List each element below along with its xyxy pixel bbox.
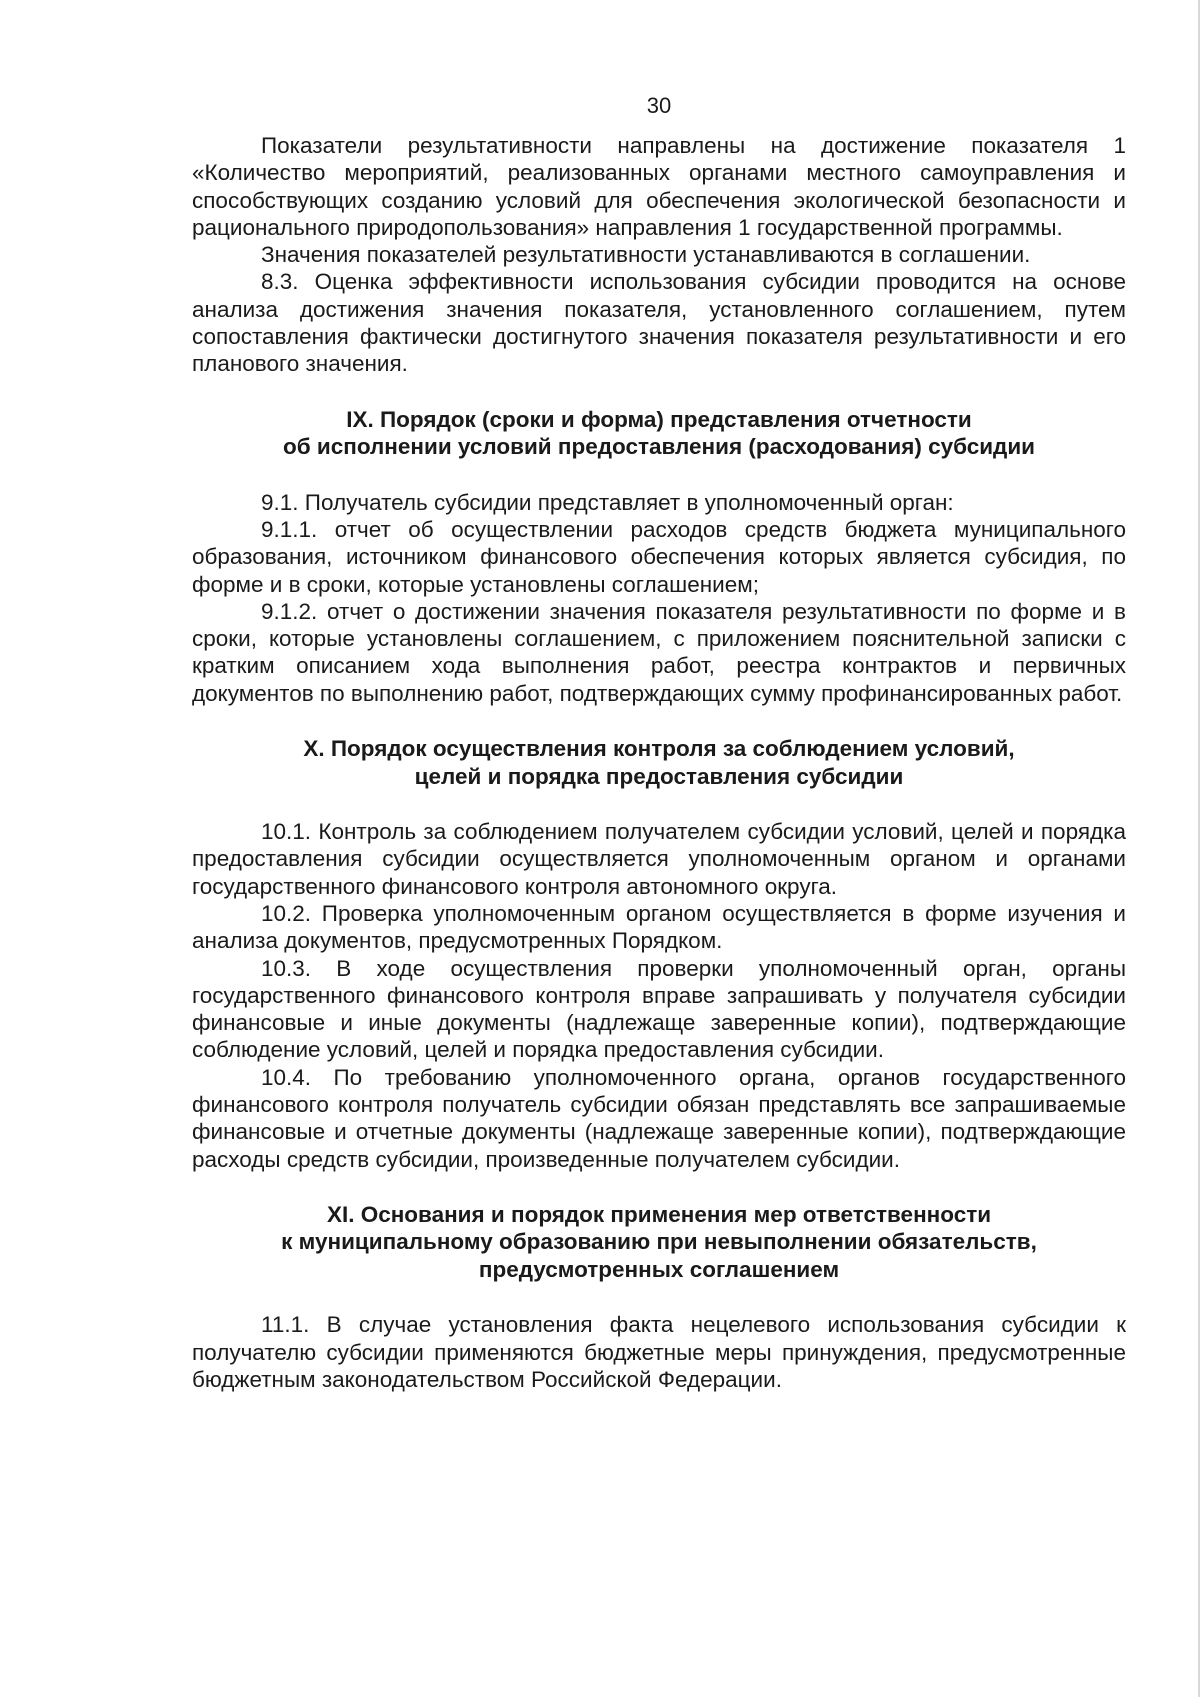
heading-line: XI. Основания и порядок применения мер ответственности [326, 1201, 992, 1227]
section-heading [192, 735, 1126, 790]
section-paragraph: 9.1.2. отчет о достижении значения показателя результативности по форме и в сроки, которые установлены соглашением, с приложением пояснительной записки с кратким описанием хода выполнения работ, реестра контрактов и первичных документов по выполнению работ, подтверждающих сумму профинансированных работ. [192, 598, 1126, 706]
section-heading [192, 406, 1126, 461]
intro-paragraph: 8.3. Оценка эффективности использования субсидии проводится на основе анализа достижения значения показателя, установленного соглашением, путем сопоставления фактически достигнутого значения показателя результативности и его планового значения. [192, 269, 1126, 377]
heading-line: IX. Порядок (сроки и форма) представления отчетности [346, 406, 972, 432]
section-paragraph: 11.1. В случае установления факта нецелевого использования субсидии к получателю субсидии применяются бюджетные меры принуждения, предусмотренные бюджетным законодательством Российской Федерации. [192, 1312, 1126, 1392]
page-number: 30 [646, 93, 672, 118]
section-paragraph: 10.2. Проверка уполномоченным органом осуществляется в форме изучения и анализа документов, предусмотренных Порядком. [192, 900, 1126, 954]
intro-paragraph: Показатели результативности направлены на достижение показателя 1 «Количество мероприятий, реализованных органами местного самоуправления и способствующих созданию условий для обеспечения экологической безопасности и рационального природопользования» направления 1 государственной программы. [192, 133, 1126, 240]
page-content [192, 92, 1126, 1393]
section-ix [192, 406, 1126, 707]
section-paragraph: 10.4. По требованию уполномоченного органа, органов государственного финансового контроля получатель субсидии обязан представлять все запрашиваемые финансовые и отчетные документы (надлежаще заверенные копии), подтверждающие расходы средств субсидии, произведенные получателем субсидии. [192, 1064, 1126, 1172]
section-body [192, 1311, 1126, 1393]
intro-paragraph: Значения показателей результативности устанавливаются в соглашении. [261, 242, 1031, 268]
section-paragraph: 9.1. Получатель субсидии представляет в уполномоченный орган: [261, 489, 954, 515]
heading-line: X. Порядок осуществления контроля за соблюдением условий, [303, 736, 1015, 762]
intro-block [192, 132, 1126, 378]
heading-line: целей и порядка предоставления субсидии [414, 763, 904, 789]
section-paragraph: 9.1.1. отчет об осуществлении расходов средств бюджета муниципального образования, источником финансового обеспечения которых является субсидия, по форме и в сроки, которые установлены соглашением; [192, 516, 1126, 597]
section-xi [192, 1201, 1126, 1393]
section-paragraph: 10.3. В ходе осуществления проверки уполномоченный орган, органы государственного финансового контроля вправе запрашивать у получателя субсидии финансовые и иные документы (надлежаще заверенные копии), подтверждающие соблюдение условий, целей и порядка предоставления субсидии. [192, 955, 1126, 1063]
heading-line: к муниципальному образованию при невыполнении обязательств, [281, 1229, 1037, 1255]
section-heading [192, 1201, 1126, 1284]
section-paragraph: 10.1. Контроль за соблюдением получателем субсидии условий, целей и порядка предоставления субсидии осуществляется уполномоченным органом и органами государственного финансового контроля автономного округа. [192, 819, 1126, 899]
section-x [192, 735, 1126, 1173]
heading-line: предусмотренных соглашением [478, 1256, 840, 1282]
section-body [192, 489, 1126, 707]
heading-line: об исполнении условий предоставления (расходования) субсидии [283, 434, 1035, 460]
section-body [192, 818, 1126, 1173]
